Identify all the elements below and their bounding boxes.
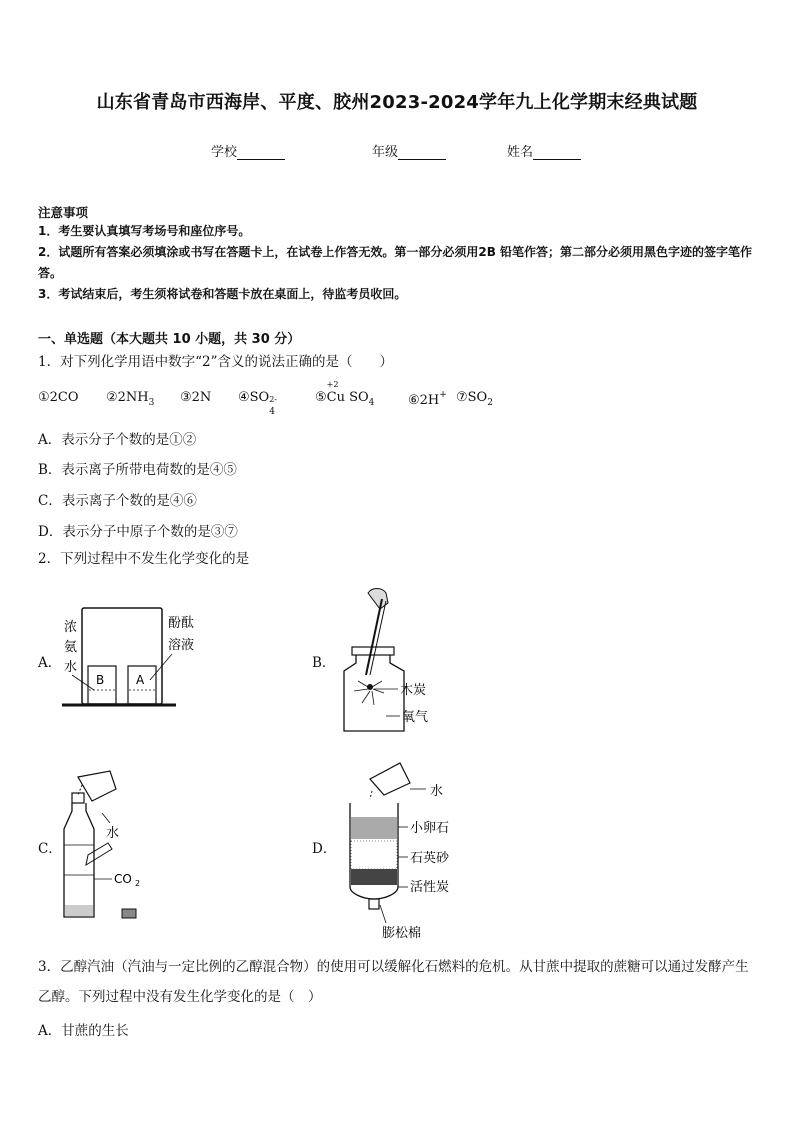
formula-1: ①2CO bbox=[38, 390, 79, 405]
note-item-3: 3．考试结束后，考生须将试卷和答题卡放在桌面上，待监考员收回。 bbox=[38, 287, 407, 301]
bottle-cap bbox=[122, 909, 136, 918]
beaker-b-label: B bbox=[96, 673, 105, 687]
page-title: 山东省青岛市西海岸、平度、胶州2023-2024学年九上化学期末经典试题 bbox=[96, 92, 698, 113]
svg-text:水: 水 bbox=[106, 826, 120, 841]
plastic-bottle bbox=[64, 803, 94, 917]
q2-option-d[interactable]: D． bbox=[312, 841, 337, 857]
beaker-pouring bbox=[370, 763, 410, 795]
grade-field[interactable] bbox=[372, 141, 446, 160]
svg-text:溶液: 溶液 bbox=[168, 638, 195, 653]
svg-text:氨: 氨 bbox=[64, 640, 78, 655]
section-title: 一、单选题（本大题共 10 小题，共 30 分） bbox=[38, 332, 301, 347]
svg-text:水: 水 bbox=[430, 784, 444, 799]
svg-text:酚酞: 酚酞 bbox=[168, 616, 195, 631]
q1-option-b[interactable]: B．表示离子所带电荷数的是④⑤ bbox=[38, 462, 237, 478]
svg-text:2: 2 bbox=[135, 879, 141, 888]
figure-d-water-filter bbox=[342, 755, 472, 945]
pebble-layer bbox=[351, 817, 397, 839]
svg-text:石英砂: 石英砂 bbox=[410, 851, 450, 866]
outlet bbox=[369, 899, 379, 909]
carbon-layer bbox=[351, 869, 397, 885]
grade-blank[interactable] bbox=[398, 146, 446, 160]
svg-text:小卵石: 小卵石 bbox=[410, 821, 450, 836]
gas-jar bbox=[344, 655, 404, 731]
q3-stem: 3．乙醇汽油（汽油与一定比例的乙醇混合物）的使用可以缓解化石燃料的危机。从甘蔗中提取的蔗糖可以通过发酵产生乙醇。下列过程中没有发生化学变化的是（ ） bbox=[38, 959, 749, 1005]
notes-heading: 注意事项 bbox=[38, 205, 89, 220]
note-item-2: 2．试题所有答案必须填涂或书写在答题卡上，在试卷上作答无效。第一部分必须用2B 铅笔作答；第二部分必须用黑色字迹的签字笔作答。 bbox=[38, 245, 753, 280]
beaker-a-label: A bbox=[136, 673, 145, 687]
name-field[interactable] bbox=[507, 141, 581, 160]
figure-a-ammonia-beakers bbox=[58, 600, 218, 712]
q2-option-c[interactable]: C． bbox=[38, 841, 62, 857]
school-field[interactable] bbox=[211, 141, 285, 160]
figure-b-charcoal-oxygen bbox=[330, 585, 460, 735]
formula-4: ④SO 2- 4 bbox=[238, 390, 278, 417]
svg-text:CO: CO bbox=[114, 872, 132, 886]
q1-stem: 1．对下列化学用语中数字“2”含义的说法正确的是（ ） bbox=[38, 354, 393, 370]
sand-layer bbox=[351, 841, 397, 869]
formula-3: ③2N bbox=[180, 390, 212, 405]
svg-text:浓: 浓 bbox=[64, 620, 78, 635]
svg-text:活性炭: 活性炭 bbox=[410, 880, 450, 895]
q1-option-d[interactable]: D．表示分子中原子个数的是③⑦ bbox=[38, 524, 238, 540]
formula-6: ⑥2H+ bbox=[408, 390, 447, 408]
formula-5: ⑤ +2 Cu $SO_4$ bbox=[315, 380, 375, 408]
grade-label: 年级 bbox=[372, 145, 399, 160]
name-label: 姓名 bbox=[507, 145, 534, 160]
water-layer bbox=[65, 905, 93, 916]
formula-7: $⑦SO_2$ bbox=[456, 390, 493, 408]
q1-option-c[interactable]: C．表示离子个数的是④⑥ bbox=[38, 493, 197, 509]
q1-option-a[interactable]: A．表示分子个数的是①② bbox=[38, 432, 197, 448]
q3-option-a[interactable]: A．甘蔗的生长 bbox=[38, 1023, 129, 1039]
charcoal-piece bbox=[367, 684, 373, 690]
svg-text:膨松棉: 膨松棉 bbox=[382, 926, 422, 941]
formula-2: $②2NH_3$ bbox=[106, 390, 155, 408]
school-blank[interactable] bbox=[237, 146, 285, 160]
bottle-neck bbox=[72, 793, 84, 803]
tongs bbox=[366, 599, 382, 675]
note-item-1: 1．考生要认真填写考场号和座位序号。 bbox=[38, 224, 251, 238]
name-blank[interactable] bbox=[533, 146, 581, 160]
q2-option-a[interactable]: A． bbox=[38, 655, 62, 671]
figure-c-bottle-co2 bbox=[58, 765, 178, 925]
jar-lid bbox=[352, 647, 394, 655]
q2-option-b[interactable]: B． bbox=[312, 655, 336, 671]
school-label: 学校 bbox=[211, 145, 238, 160]
q1-formulas bbox=[38, 380, 558, 418]
svg-text:氧气: 氧气 bbox=[402, 710, 429, 725]
q2-stem: 2．下列过程中不发生化学变化的是 bbox=[38, 551, 250, 567]
svg-text:水: 水 bbox=[64, 660, 78, 675]
svg-text:木炭: 木炭 bbox=[400, 683, 427, 698]
